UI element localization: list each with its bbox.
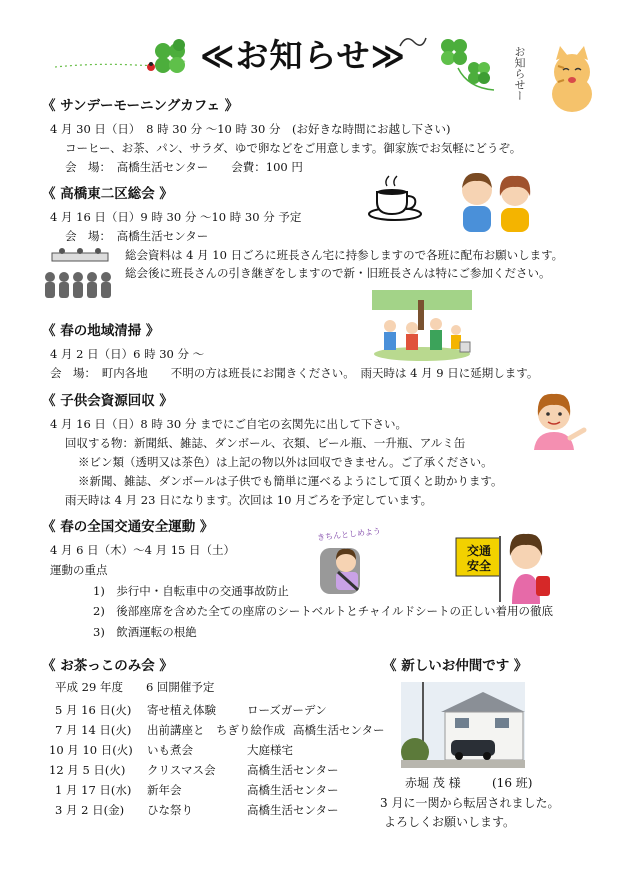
section-heading-new-member: 《 新しいお仲間です 》 (383, 658, 528, 674)
meeting-room-icon (40, 247, 120, 302)
traffic-safety-item-3: 3) 飲酒運転の根絶 (93, 625, 197, 639)
clover-icon (155, 39, 185, 73)
event-place: 高橋生活センター (293, 723, 385, 737)
new-member-name: 赤堀 茂 様 (405, 776, 461, 790)
event-date: 7 月 14 日(火) (55, 723, 132, 737)
event-name: いも煮会 (147, 743, 193, 757)
recycling-items: 回収する物：新聞紙、雑誌、ダンボール、衣類、ビール瓶、一升瓶、アルミ缶 (65, 436, 466, 450)
woman-pointing-icon (518, 388, 590, 450)
event-name: ひな祭り (147, 803, 193, 817)
cleanup-illustration (372, 290, 472, 362)
seatbelt-child-icon (312, 540, 384, 596)
cleanup-datetime: 4 月 2 日（日）6 時 30 分 ～ (50, 347, 205, 361)
tea-gathering-intro: 平成 29 年度 6 回開催予定 (55, 680, 215, 694)
cat-icon (532, 42, 602, 117)
meeting-note-2: 総会後に班長さんの引き継ぎをしますので新・旧班長さんは特にご参加ください。 (125, 266, 551, 280)
event-place: 大庭様宅 (247, 743, 293, 757)
event-place: 高橋生活センター (247, 803, 339, 817)
new-member-greeting: よろしくお願いします。 (384, 815, 516, 829)
event-place: 高橋生活センター (247, 783, 339, 797)
cleanup-venue: 会 場： 町内各地 不明の方は班長にお聞きください。 雨天時は 4 月 9 日に延期します。 (50, 366, 539, 380)
coffee-cup-icon (365, 172, 425, 222)
cafe-menu: コーヒー、お茶、パン、サラダ、ゆで卵などをご用意します。御家族でお気軽にどうぞ。 (65, 141, 522, 155)
new-member-group: (16 班) (492, 776, 533, 790)
event-place: ローズガーデン (247, 703, 327, 717)
section-heading-traffic-safety: 《 春の全国交通安全運動 》 (42, 519, 214, 535)
traffic-safety-item-2: 2) 後部座席を含めた全ての座席のシートベルトとチャイルドシートの正しい着用の徹底 (93, 604, 553, 618)
section-heading-general-meeting: 《 高橋東二区総会 》 (42, 186, 173, 202)
event-name: 寄せ植え体験 (147, 703, 216, 717)
clover-decoration-right (398, 28, 508, 98)
event-date: 3 月 2 日(金) (55, 803, 125, 817)
seatbelt-caption: きちんとしめよう (316, 526, 382, 543)
meeting-datetime: 4 月 16 日（日）9 時 30 分 ～10 時 30 分 予定 (50, 210, 302, 224)
section-heading-tea-gathering: 《 お茶っこのみ会 》 (42, 658, 173, 674)
clover-icon (441, 39, 490, 84)
event-date: 5 月 16 日(火) (55, 703, 132, 717)
ladybug-icon (147, 62, 155, 71)
section-heading-sunday-cafe: 《 サンデーモーニングカフェ 》 (42, 98, 239, 114)
event-date: 12 月 5 日(火) (49, 763, 126, 777)
traffic-safety-sign-text: 交通安全 (466, 544, 491, 573)
traffic-safety-item-1: 1) 歩行中・自転車中の交通事故防止 (93, 584, 289, 598)
recycling-note-bottles: ※ビン類（透明又は茶色）は上記の物以外は回収できません。ご了承ください。 (78, 455, 493, 469)
section-heading-spring-cleanup: 《 春の地域清掃 》 (42, 323, 160, 339)
traffic-safety-period: 4 月 6 日（木）～4 月 15 日（土） (50, 543, 236, 557)
cafe-datetime: 4 月 30 日（日） 8 時 30 分 ～10 時 30 分 (お好きな時間にお越し下さい) (50, 122, 451, 136)
event-name: 新年会 (147, 783, 182, 797)
couple-icon (455, 168, 540, 233)
event-name: 出前講座と ちぎり絵作成 (147, 723, 285, 737)
new-member-moved: 3 月に一関から転居されました。 (380, 796, 560, 810)
page-title: ≪お知らせ≫ (200, 36, 407, 75)
clover-decoration-left (55, 35, 205, 83)
recycling-rain-date: 雨天時は 4 月 23 日になります。次回は 10 月ごろを予定しています。 (65, 493, 433, 507)
cat-speech-label: お知らせー (513, 46, 526, 101)
traffic-safety-focus-label: 運動の重点 (50, 563, 108, 577)
house-photo (401, 682, 525, 768)
event-name: クリスマス会 (147, 763, 216, 777)
section-heading-recycling: 《 子供会資源回収 》 (42, 393, 173, 409)
meeting-venue: 会 場： 高橋生活センター (65, 229, 209, 243)
meeting-note-1: 総会資料は 4 月 10 日ごろに班長さん宅に持参しますので各班に配布お願いします。 (125, 248, 564, 262)
event-date: 10 月 10 日(火) (49, 743, 133, 757)
recycling-note-bundling: ※新聞、雑誌、ダンボールは子供でも簡単に運べるようにして頂くと助かります。 (78, 474, 503, 488)
cafe-venue-fee: 会 場： 高橋生活センター 会費：100 円 (65, 160, 303, 174)
recycling-deadline: 4 月 16 日（日）8 時 30 分 までにご自宅の玄関先に出して下さい。 (50, 417, 407, 431)
event-date: 1 月 17 日(水) (55, 783, 132, 797)
event-place: 高橋生活センター (247, 763, 339, 777)
